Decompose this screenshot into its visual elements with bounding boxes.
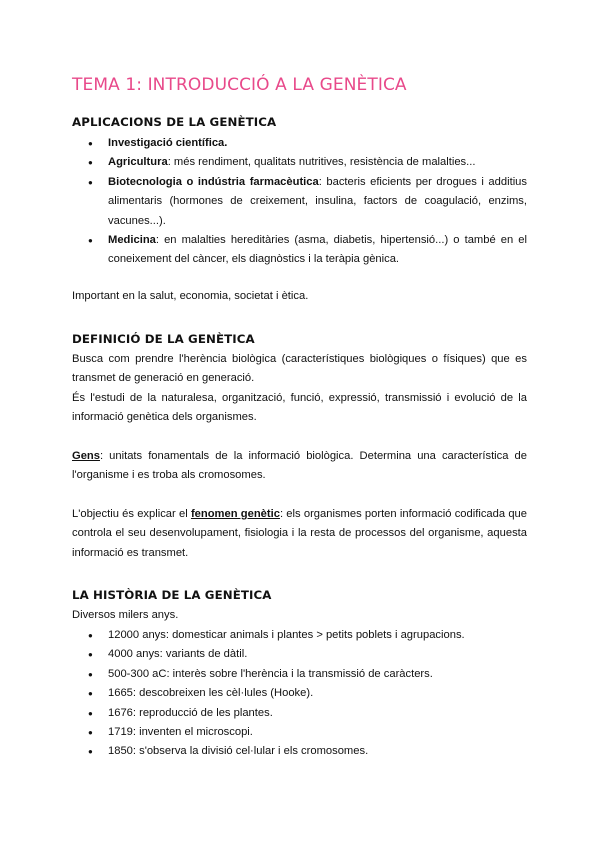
- item-term: Investigació científica.: [108, 137, 228, 149]
- item-term: Agricultura: [108, 156, 168, 169]
- page-title: TEMA 1: INTRODUCCIÓ A LA GENÈTICA: [72, 75, 407, 95]
- list-item: ● 500-300 aC: interès sobre l'herència i la transmissió de caràcters.: [72, 665, 527, 684]
- gens-term: Gens: [72, 450, 100, 462]
- item-text: : més rendiment, qualitats nutritives, resistència de malalties...: [167, 156, 476, 169]
- heading-aplicacions: APLICACIONS DE LA GENÈTICA: [72, 115, 277, 129]
- definicio-paragraph-1: Busca com prendre l'herència biològica (característiques biològiques o físiques) que es transmet de generació en generació.: [72, 353, 527, 385]
- objectiu-pre: L'objectiu és explicar el: [72, 508, 191, 520]
- objectiu-post: : els organismes porten informació codificada que controla el seu desenvolupament, fisiologia i la resta de processos del organisme, aquesta informació es transmet.: [72, 508, 527, 559]
- list-item: [72, 173, 527, 231]
- definicio-paragraph-2: És l'estudi de la naturalesa, organització, funció, expressió, transmissió i evolució de la informació genètica dels organismes.: [72, 392, 527, 424]
- item-term: Biotecnologia o indústria farmacèutica: [108, 175, 319, 188]
- item-term: Medicina: [108, 234, 156, 247]
- list-item: [72, 134, 527, 153]
- gens-paragraph: [72, 447, 527, 486]
- gens-text: : unitats fonamentals de la informació biològica. Determina una característica de l'organisme i es troba als cromosomes.: [72, 450, 527, 482]
- list-item: ● 1719: inventen el microscopi.: [72, 723, 527, 742]
- list-item: [72, 231, 527, 270]
- item-text: : bacteris eficients per drogues i additius alimentaris (hormones de creixement, insulina, factors de coagulació, enzims, vacunes...).: [108, 175, 527, 227]
- item-text: : en malalties hereditàries (asma, diabetis, hipertensió...) o també en el coneixement del càncer, els diagnòstics i la teràpia gènica.: [108, 234, 527, 266]
- list-item: ● 1850: s'observa la divisió cel·lular i els cromosomes.: [72, 742, 527, 761]
- list-item: ● 1676: reproducció de les plantes.: [72, 704, 527, 723]
- list-item: ● 12000 anys: domesticar animals i plantes > petits poblets i agrupacions.: [72, 626, 527, 645]
- historia-intro: Diversos milers anys.: [72, 609, 179, 621]
- objectiu-term: fenomen genètic: [190, 508, 280, 520]
- heading-historia: LA HISTÒRIA DE LA GENÈTICA: [72, 588, 272, 602]
- list-item: [72, 153, 527, 172]
- objectiu-paragraph: [72, 505, 527, 563]
- aplicacions-note: Important en la salut, economia, societat i ètica.: [72, 290, 309, 302]
- list-item: ● 1665: descobreixen les cèl·lules (Hooke).: [72, 684, 527, 703]
- heading-definicio: DEFINICIÓ DE LA GENÈTICA: [72, 332, 255, 346]
- aplicacions-list: [72, 134, 527, 270]
- list-item: ● 4000 anys: variants de dàtil.: [72, 645, 527, 664]
- historia-list: [72, 626, 527, 762]
